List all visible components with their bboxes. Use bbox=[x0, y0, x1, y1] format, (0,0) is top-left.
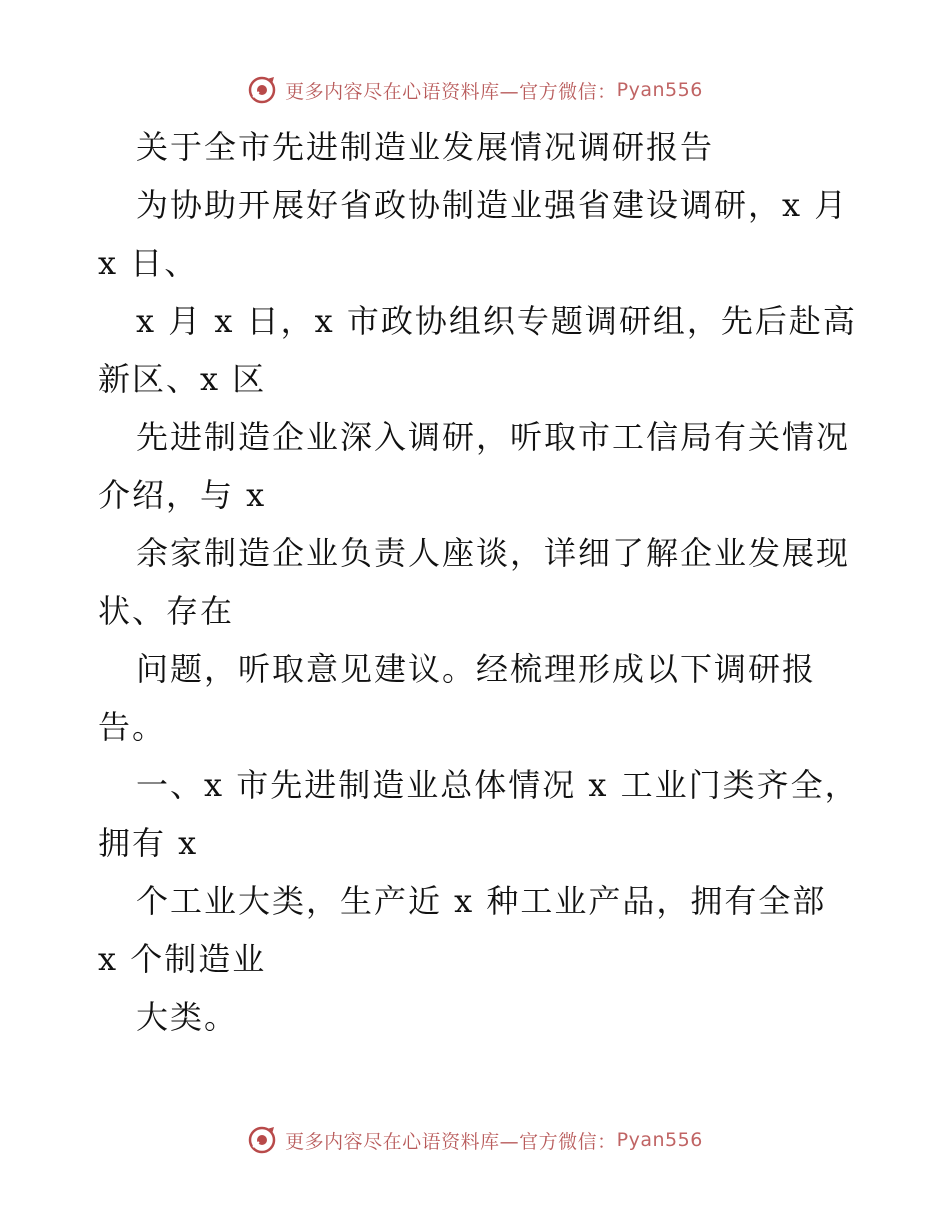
watermark-text: 更多内容尽在心语资料库—官方微信： bbox=[285, 1130, 617, 1153]
header-watermark bbox=[0, 70, 950, 110]
text-line: 余家制造企业负责人座谈，详细了解企业发展现 bbox=[136, 534, 851, 572]
watermark-wechat-id: Pyan556 bbox=[616, 79, 703, 101]
text-line: x 个制造业 bbox=[98, 940, 267, 978]
text-line: 介绍，与 x bbox=[98, 476, 267, 514]
text-line: x 日、 bbox=[98, 244, 199, 282]
text-line: 大类。 bbox=[136, 998, 239, 1036]
text-line: 问题，听取意见建议。经梳理形成以下调研报 bbox=[136, 650, 817, 688]
text-line: 新区、x 区 bbox=[98, 360, 267, 398]
footer-watermark bbox=[0, 1120, 950, 1160]
document-body bbox=[98, 118, 868, 1046]
text-line: 关于全市先进制造业发展情况调研报告 bbox=[136, 128, 715, 166]
text-line: 为协助开展好省政协制造业强省建设调研，x 月 bbox=[136, 186, 849, 224]
seal-pen-logo-icon bbox=[247, 1125, 277, 1155]
watermark-wechat-id: Pyan556 bbox=[616, 1129, 703, 1151]
text-line: x 月 x 日，x 市政协组织专题调研组，先后赴高 bbox=[136, 302, 857, 340]
seal-pen-logo-icon bbox=[247, 75, 277, 105]
text-line: 拥有 x bbox=[98, 824, 199, 862]
text-line: 告。 bbox=[98, 708, 167, 746]
text-line: 一、x 市先进制造业总体情况 x 工业门类齐全， bbox=[136, 766, 859, 804]
text-line: 个工业大类，生产近 x 种工业产品，拥有全部 bbox=[136, 882, 827, 920]
text-line: 状、存在 bbox=[98, 592, 235, 630]
text-line: 先进制造企业深入调研，听取市工信局有关情况 bbox=[136, 418, 851, 456]
watermark-text: 更多内容尽在心语资料库—官方微信： bbox=[285, 80, 617, 103]
